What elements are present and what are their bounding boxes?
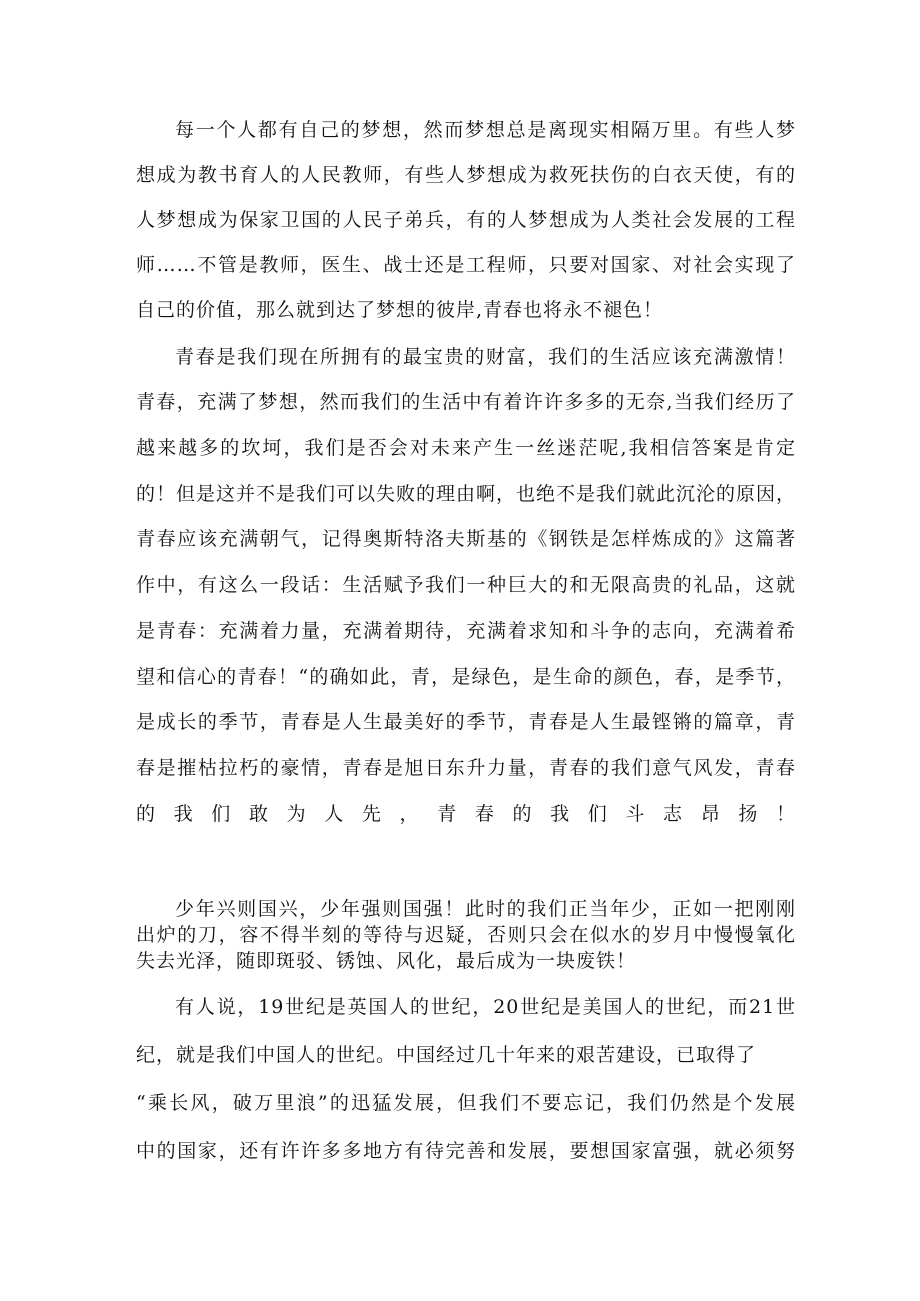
paragraph-2-line-10: 春是摧枯拉朽的豪情，青春是旭日东升力量，青春的我们意气风发，青春 <box>136 757 796 779</box>
paragraph-1-line-4: 师……不管是教师，医生、战士还是工程师，只要对国家、对社会实现了 <box>136 254 796 276</box>
paragraph-2-line-4: 的！但是这并不是我们可以失败的理由啊，也绝不是我们就此沉沦的原因， <box>136 483 797 505</box>
paragraph-1-line-2: 想成为教书育人的人民教师，有些人梦想成为救死扶伤的白衣天使，有的 <box>136 164 796 186</box>
paragraph-2-line-3: 越来越多的坎坷，我们是否会对未来产生一丝迷茫呢,我相信答案是肯定 <box>136 437 796 459</box>
paragraph-2-line-8: 望和信心的青春！“的确如此，青，是绿色，是生命的颜色，春，是季节， <box>136 666 796 688</box>
paragraph-4-line-1: 有人说，19世纪是英国人的世纪，20世纪是美国人的世纪，而21世 <box>175 996 796 1018</box>
paragraph-3-line-2: 出炉的刀，容不得半刻的等待与迟疑，否则只会在似水的岁月中慢慢氧化 <box>136 924 796 946</box>
paragraph-2-line-6: 作中，有这么一段话：生活赋予我们一种巨大的和无限高贵的礼品，这就 <box>136 574 796 596</box>
paragraph-3-line-1: 少年兴则国兴，少年强则国强！此时的我们正当年少，正如一把刚刚 <box>175 898 796 920</box>
paragraph-2-line-1: 青春是我们现在所拥有的最宝贵的财富，我们的生活应该充满激情！ <box>175 346 796 368</box>
paragraph-2-line-9: 是成长的季节，青春是人生最美好的季节，青春是人生最铿锵的篇章，青 <box>136 711 796 733</box>
paragraph-1-line-1: 每一个人都有自己的梦想，然而梦想总是离现实相隔万里。有些人梦 <box>175 119 796 141</box>
paragraph-4-line-3: “乘长风，破万里浪”的迅猛发展，但我们不要忘记，我们仍然是个发展 <box>136 1092 796 1114</box>
paragraph-1-line-5: 自己的价值，那么就到达了梦想的彼岸,青春也将永不褪色！ <box>136 299 664 321</box>
paragraph-2-line-11: 的我们敢为人先，青春的我们斗志昂扬！ <box>136 803 796 825</box>
paragraph-2-line-2: 青春，充满了梦想，然而我们的生活中有着许许多多的无奈,当我们经历了 <box>136 391 796 413</box>
paragraph-4-line-2: 纪，就是我们中国人的世纪。中国经过几十年来的艰苦建设，已取得了 <box>136 1044 757 1066</box>
paragraph-4-line-4: 中的国家，还有许许多多地方有待完善和发展，要想国家富强，就必须努 <box>136 1140 796 1162</box>
paragraph-2-line-5: 青春应该充满朝气，记得奥斯特洛夫斯基的《钢铁是怎样炼成的》这篇著 <box>136 528 796 550</box>
paragraph-2-line-7: 是青春：充满着力量，充满着期待，充满着求知和斗争的志向，充满着希 <box>136 620 796 642</box>
paragraph-1-line-3: 人梦想成为保家卫国的人民子弟兵，有的人梦想成为人类社会发展的工程 <box>136 209 796 231</box>
paragraph-3-line-3: 失去光泽，随即斑驳、锈蚀、风化，最后成为一块废铁！ <box>136 950 637 972</box>
